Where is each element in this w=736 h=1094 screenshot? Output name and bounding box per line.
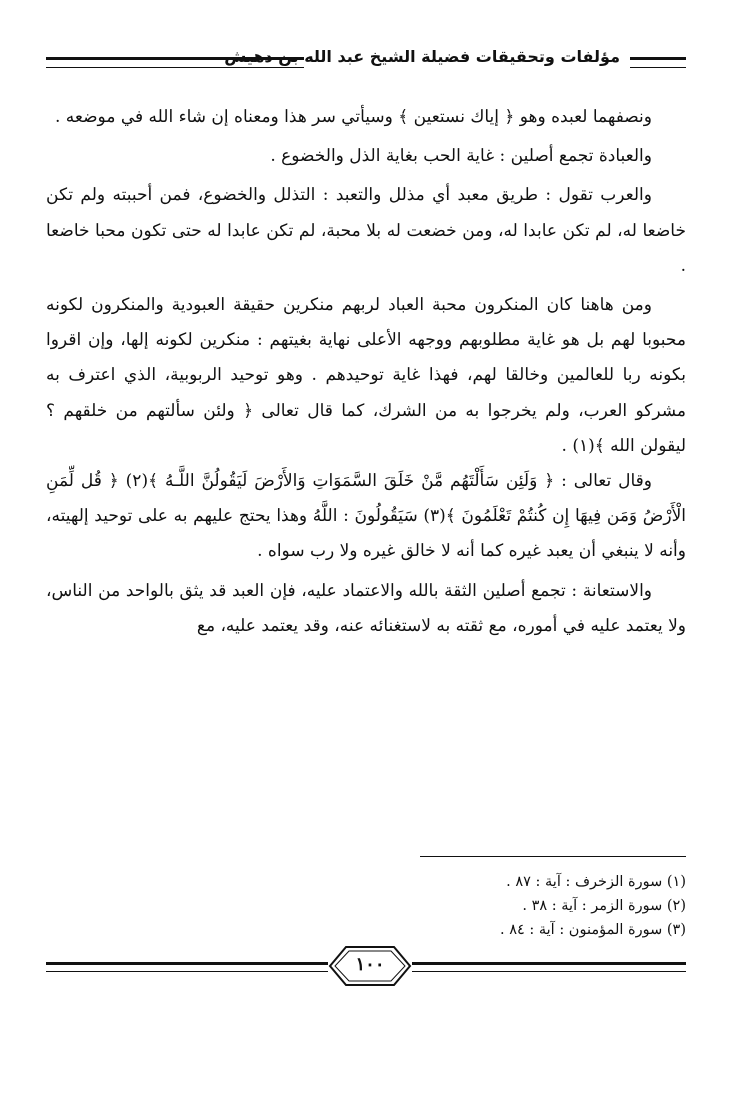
paragraph-4: ومن هاهنا كان المنكرون محبة العباد لربهم منكرين حقيقة العبودية والمنكرون لكونه محبوبا لهم بل هو غاية مطلوبهم ووجهه الأعلى نهاية بغيتهم : منكرين لكونه إلها، وإن اقروا بكونه ربا للعالمين وخالقا لهم، فهذا غاية توحيدهم . وهو توحيد الربوبية، الذي اعترف به مشركو العرب، ولم يخرجوا به من الشرك، كما قال تعالى ﴿ ولئن سألتهم من خلقهم ؟ ليقولن الله ﴾(١) . — [46, 295, 686, 456]
footer-rule-left — [46, 962, 328, 972]
footnote-separator — [420, 856, 686, 857]
footnote-2: (٢) سورة الزمر : آية : ٣٨ . — [522, 898, 686, 914]
header-rule-right — [630, 57, 686, 68]
running-header — [46, 44, 686, 78]
main-text — [46, 100, 686, 644]
paragraph-2: والعبادة تجمع أصلين : غاية الحب بغاية الذل والخضوع . — [270, 146, 652, 167]
footnotes — [286, 870, 686, 942]
page-number-frame — [328, 944, 412, 988]
page-number: ١٠٠ — [355, 954, 385, 975]
paragraph-3: والعرب تقول : طريق معبد أي مذلل والتعبد : التذلل والخضوع، فمن أحببته ولم تكن خاضعا له، لم تكن عابدا له، ومن خضعت له بلا محبة، لم تكن عابدا له حتى تكون محبا خاضعا . — [46, 185, 686, 276]
paragraph-1: ونصفهما لعبده وهو ﴿ إياك نستعين ﴾ وسيأتي سر هذا ومعناه إن شاء الله في موضعه . — [55, 107, 652, 127]
footnote-1: (١) سورة الزخرف : آية : ٨٧ . — [506, 874, 686, 890]
paragraph-6: والاستعانة : تجمع أصلين الثقة بالله والاعتماد عليه، فإن العبد قد يثق بالواحد من الناس، ولا يعتمد عليه في أموره، مع ثقته به لاستغنائه عنه، وقد يعتمد عليه، مع — [46, 580, 686, 636]
footnote-3: (٣) سورة المؤمنون : آية : ٨٤ . — [499, 922, 686, 938]
paragraph-5: وقال تعالى : ﴿ وَلَئِن سَأَلْتَهُم مَّنْ خَلَقَ السَّمَوَاتِ وَالأَرْضَ لَيَقُولُنَّ اللَّـهُ ﴾(٢) ﴿ قُل لِّمَنِ الْأَرْضُ وَمَن فِيهَا إِن كُنتُمْ تَعْلَمُونَ ﴾(٣) سَيَقُولُونَ : اللَّهُ وهذا يحتج عليهم به على توحيد إلهيته، وأنه لا ينبغي أن يعبد غيره كما أنه لا خالق غيره ولا رب سواه . — [46, 471, 686, 562]
footer-rule-right — [412, 962, 686, 972]
header-title: مؤلفات وتحقيقات فضيلة الشيخ عبد الله بن دهيش — [224, 47, 620, 66]
